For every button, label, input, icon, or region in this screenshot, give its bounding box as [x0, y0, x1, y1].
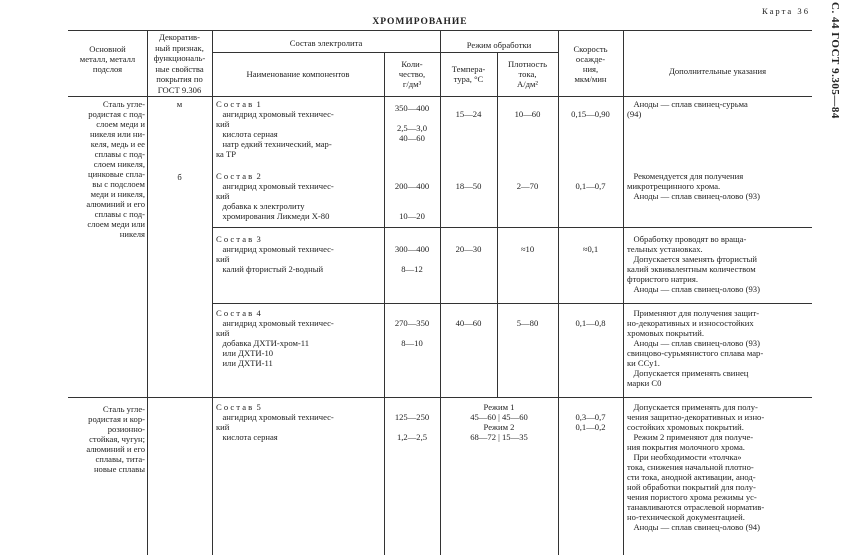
row1-speed: 0,15—0,90 [571, 109, 610, 119]
card-number: Карта 36 [761, 6, 810, 16]
row3-notes: Обработку проводят во враща- тельных установках. Допускается заменять фтористый калий эквивалентным количеством фтористого натрия. Аноды — сплав свинец-олово (93) [627, 234, 760, 294]
col-header-electrolyte: Состав электролита [289, 38, 363, 48]
row4-density: 5—80 [516, 318, 539, 328]
row3-temp: 20—30 [455, 244, 482, 254]
col-header-mode: Режим обработки [466, 40, 532, 50]
row2-speed: 0,1—0,7 [575, 181, 606, 191]
row5-components: С о с т а в 5 ангидрид хромовый техничес- кий кислота серная [216, 402, 334, 442]
base-metal-group-1: Сталь угле- родистая с под- слоем меди и никеля или ни- келя, медь и ее сплавы с под- слоем никеля, цинковые спла- вы с подслоем меди и никеля, алюминий и его сплавы с под- слоем меди или никеля [86, 99, 145, 239]
col-header-notes: Дополнительные указания [668, 66, 767, 76]
row4-notes: Применяют для получения защит- но-декоративных и износостойких хромовых покрытий. Аноды — сплав свинец-олово (93) свинцово-сурьмянистого сплава мар- ки ССу1. Допускается применять свинец марки С0 [627, 308, 764, 388]
row5-speed: 0,3—0,7 0,1—0,2 [575, 412, 606, 432]
col-header-speed: Скорость осажде- ния, мкм/мин [573, 44, 608, 84]
row3-density: ≈10 [520, 244, 535, 254]
row2-components: С о с т а в 2 ангидрид хромовый техничес- кий добавка к электролиту хромирования Ликмеди Х-80 [216, 171, 334, 221]
row1-decor: м [176, 99, 183, 109]
row3-speed: ≈0,1 [582, 244, 599, 254]
col-header-components: Наименование компонентов [246, 69, 350, 79]
row3-quantity: 300—400 8—12 [394, 244, 430, 274]
col-header-base-metal: Основной металл, металл подслоя [79, 44, 136, 74]
row5-notes: Допускается применять для полу- чения защитно-декоративных и изно- состойких хромовых покрытий. Режим 2 применяют для получе- ния покрытия молочного хрома. При необходимости «толчка» тока, снижения начальной плотно- сти тока, анодной активации, анод- ной обработки покрытий для полу- чения пористого хрома режимы ус- танавливаются отраслевой норматив- но-технической документацией. Аноды — сплав свинец-олово (94) [627, 402, 765, 532]
row5-quantity: 125—250 1,2—2,5 [394, 412, 430, 442]
row1-components: С о с т а в 1 ангидрид хромовый техничес- кий кислота серная натр едкий технический, мар- ка ТР [216, 99, 334, 159]
row2-quantity: 200—400 10—20 [394, 181, 430, 221]
row3-components: С о с т а в 3 ангидрид хромовый техничес- кий калий фтористый 2-водный [216, 234, 334, 274]
page-title: ХРОМИРОВАНИЕ [372, 17, 468, 27]
row1-notes: Аноды — сплав свинец-сурьма (94) [627, 99, 748, 119]
row4-components: С о с т а в 4 ангидрид хромовый техничес- кий добавка ДХТИ-хром-11 или ДХТИ-10 или ДХТИ-11 [216, 308, 334, 368]
row2-decor: б [177, 172, 182, 182]
row4-temp: 40—60 [455, 318, 482, 328]
row2-temp: 18—50 [455, 181, 482, 191]
col-header-temp: Темпера- тура, °С [451, 64, 486, 84]
base-metal-group-2: Сталь угле- родистая и кор- розионно- стойкая, чугун; алюминий и его сплавы, тита- новые сплавы [86, 404, 145, 474]
row1-density: 10—60 [514, 109, 541, 119]
row1-quantity: 350—400 2,5—3,0 40—60 [394, 103, 430, 143]
row2-density: 2—70 [516, 181, 539, 191]
page-side-header: С. 44 ГОСТ 9.305—84 [829, 2, 841, 119]
col-header-decor: Декоратив- ный признак, функциональ- ные свойства покрытия по ГОСТ 9.306 [153, 32, 206, 95]
row4-quantity: 270—350 8—10 [394, 318, 430, 348]
col-header-quantity: Коли- чество, г/дм³ [398, 59, 426, 89]
row2-notes: Рекомендуется для получения микротрещинного хрома. Аноды — сплав свинец-олово (93) [627, 171, 760, 201]
row1-temp: 15—24 [455, 109, 482, 119]
row5-mode: Режим 1 45—60 | 45—60 Режим 2 68—72 | 15—35 [470, 402, 528, 442]
col-header-density: Плотность тока, А/дм² [507, 59, 548, 89]
row4-speed: 0,1—0,8 [575, 318, 606, 328]
